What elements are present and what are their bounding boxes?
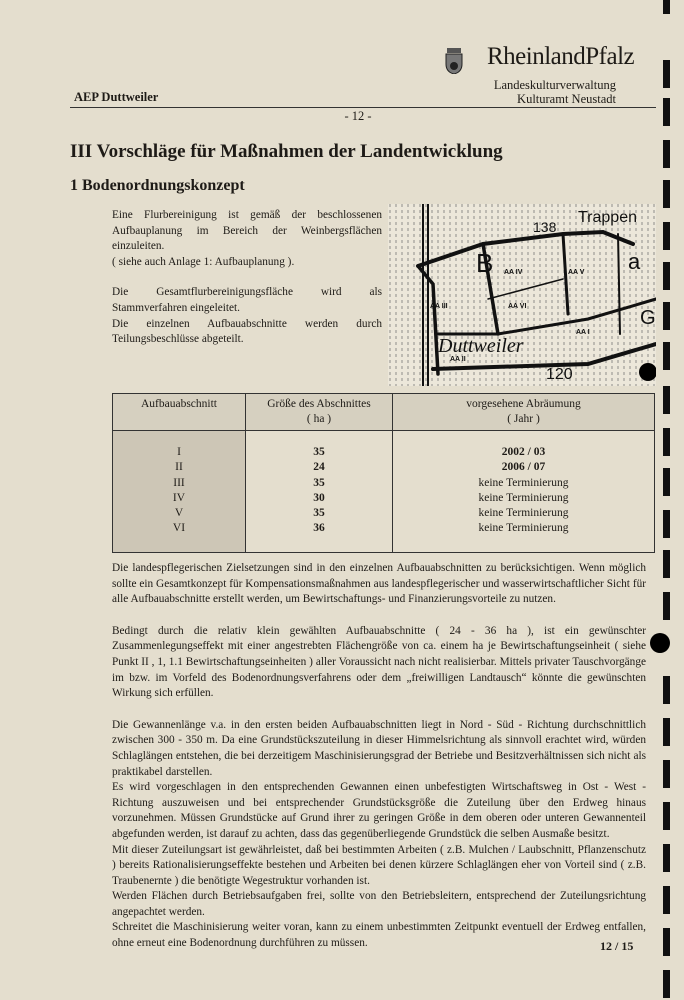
map-label-trappen: Trappen [578,209,637,226]
table-body [113,431,655,553]
map-label-duttweiler: Duttweiler [438,335,524,357]
chapter-title: III Vorschläge für Maßnahmen der Landentwicklung [70,141,503,162]
page-count: 12 / 15 [600,939,634,953]
header-section: Aufbauabschnitt [113,394,246,431]
office-name: Kulturamt Neustadt [517,92,616,106]
map-label-138: 138 [533,219,557,235]
intro-text [112,208,382,348]
paragraph: Die landespflegerischen Zielsetzungen sind in den einzelnen Aufbauabschnitten zu berücksichtigen. Wenn möglich sollte ein Gesamtkonzept für Kompensationsmaßnahmen aus landespflegerischer und wasserwirtschaftlicher Sicht für alle Aufbauabschnitte erstellt werden, um Bewirtschaftungs- und Finanzierungsvorteile zu nutzen. [112,562,646,606]
page-marker: - 12 - [344,109,372,123]
map-label-g: G [640,307,656,329]
map-label-aa-v: AA V [568,269,585,276]
header-size: Größe des Abschnittes ( ha ) [246,394,393,431]
state-logo: RheinlandPfalz [487,43,635,70]
intro-p3: Die einzelnen Aufbauabschnitte werden durch Teilungsbeschlüsse abgeteilt. [112,317,382,346]
map-label-aa-vi: AA VI [508,303,527,310]
section-title: 1 Bodenordnungskonzept [70,177,245,194]
header-clearance: vorgesehene Abräumung ( Jahr ) [393,394,655,431]
map-label-aa-iv: AA IV [504,269,523,276]
paragraph: Bedingt durch die relativ klein gewählten Aufbauabschnitte ( 24 - 36 ha ), ist ein gewünschter Zusammenlegungseffekt mit einer angestrebten Flächengröße von ca. einem ha je Bewirtschaftungseinheit ( siehe Punkt II , 1, 1.1 Bewirtschaftungseinheiten ) aller Voraussicht nach nicht realisierbar. Mittels privater Tauschvorgänge im bzw. im Vorfeld des Bodenordnungsverfahrens oder dem „freiwilligen Landtausch“ könnte die gewünschten Wirkung sich erfüllen. [112,624,646,700]
table-header-row [113,394,655,431]
agency-block [470,78,616,106]
document-id: AEP Duttweiler [74,90,159,104]
body-text [112,561,646,952]
paragraph: Schreitet die Maschinisierung weiter voran, kann zu einem unbestimmten Zeitpunkt eventuell der Erdweg entfallen, ohne erneut eine Bodenordnung durchführen zu müssen. [112,921,646,950]
intro-p1b: ( siehe auch Anlage 1: Aufbauplanung ). [112,255,295,268]
intro-p1: Eine Flurbereinigung ist gemäß der beschlossenen Aufbauplanung im Bereich der Weinbergsflächen einzuleiten. [112,209,382,253]
map-label-b: B [476,248,494,278]
coat-of-arms-icon [444,48,464,74]
paragraph: Werden Flächen durch Betriebsaufgaben frei, sollte von den Betriebsleitern, entsprechend der Zuteilungsrichtung angepachtet werden. [112,890,646,918]
hole-punch [650,633,670,653]
map-label-aa-iii: AA III [430,303,448,310]
paragraph: Es wird vorgeschlagen in den entsprechenden Gewannen einen unbefestigten Wirtschaftsweg in Ost - West - Richtung auszuweisen und bei entsprechender Grundstücksgröße die Zuteilung über den Erdweg hinaus vorzunehmen. Müssen Grundstücke auf Grund ihrer zu geringen Größe in dem oberen oder unteren Gewannenteil abgefunden werden, ist darauf zu achten, dass das gegenüberliegende Grundstück die selben Ausmaße besitzt. [112,781,646,840]
column-sizes: 35 24 35 30 35 36 [246,431,393,553]
map-label-a: a [628,249,641,274]
intro-p2: Die Gesamtflurbereinigungsfläche wird als Stammverfahren eingeleitet. [112,286,382,314]
column-sections: I II III IV V VI [113,431,246,553]
agency-name: Landeskulturverwaltung [493,78,616,92]
map-label-aa-ii: AA II [450,356,466,363]
construction-sections-table [112,393,655,553]
map-label-aa-i: AA I [576,329,590,336]
map-excerpt [388,204,656,386]
map-label-120: 120 [546,366,573,383]
header-rule [70,107,656,108]
paragraph: Die Gewannenlänge v.a. in den ersten beiden Aufbauabschnitten liegt in Nord - Süd - Richtung durchschnittlich zwischen 300 - 350 m. Da eine Grundstückszuteilung in dieser Himmelsrichtung als sinnvoll erachtet wird, würden Schlaglängen entstehen, die bei derzeitigem Maschinisierungsgrad der Betriebe und Besitzverhältnissen sich nicht als praktikabel darstellen. [112,718,646,778]
paragraph: Mit dieser Zuteilungsart ist gewährleistet, daß bei bestimmten Arbeiten ( z.B. Mulchen / Laubschnitt, Pflanzenschutz ) bereits Rationalisierungseffekte bestehen und Arbeiten bei denen kürzere Schlaglängen eher von Vorteil sind ( z.B. Traubenernte ) die benötigte Wegestruktur vorhanden ist. [112,843,646,887]
column-years: 2002 / 03 2006 / 07 keine Terminierung keine Terminierung keine Terminierung keine Terminierung [393,431,655,553]
